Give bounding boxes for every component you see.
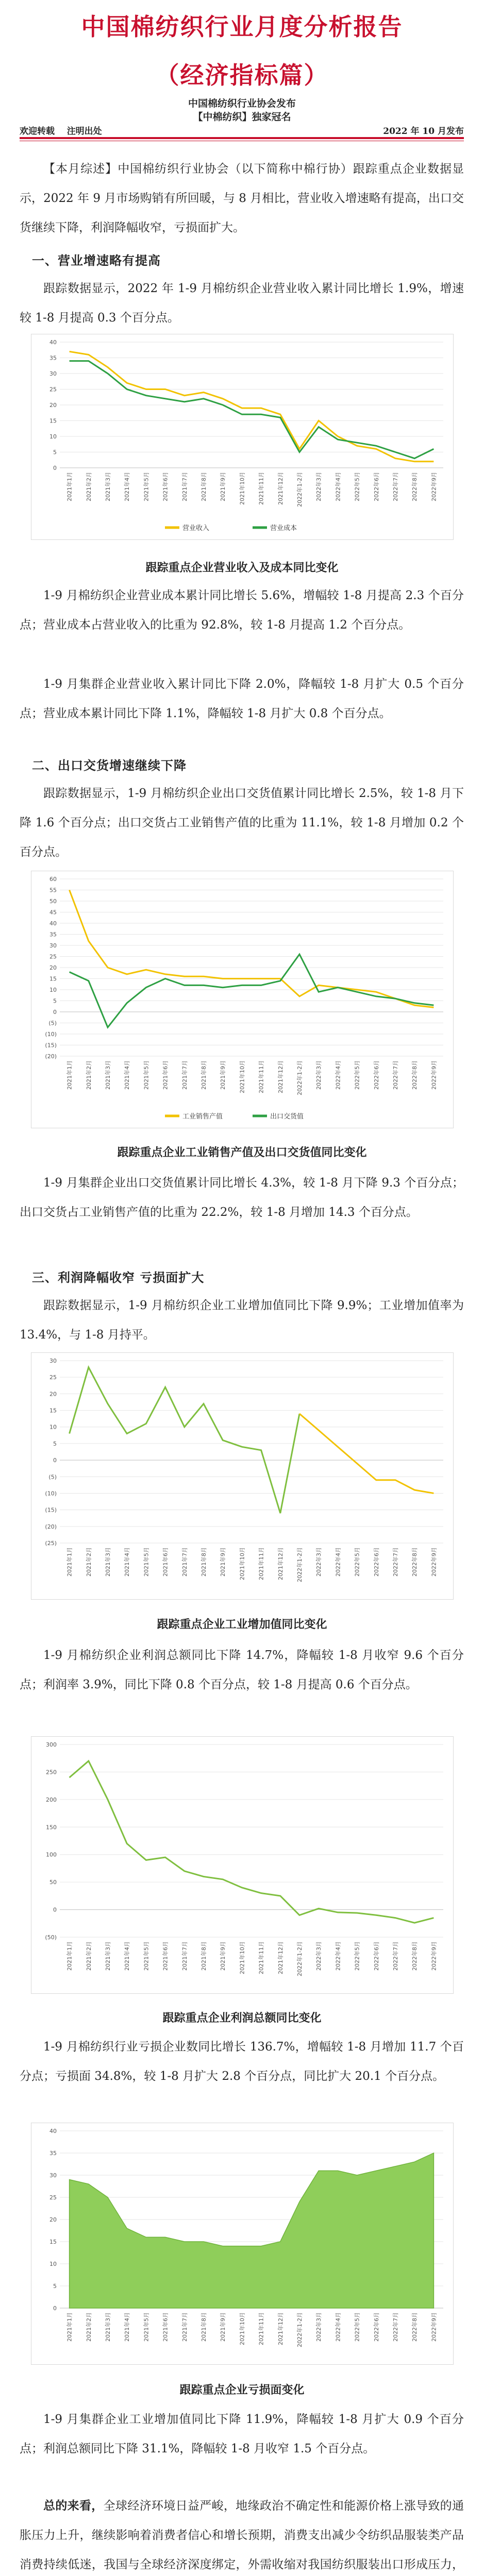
y-tick-label: 35 — [49, 2150, 57, 2157]
x-tick-label: 2021年9月 — [220, 2312, 227, 2342]
loss-ratio-chart-caption: 跟踪重点企业亏损面变化 — [179, 2383, 305, 2397]
x-tick-label: 2021年12月 — [277, 472, 284, 505]
x-tick-label: 2022年1-2月 — [296, 1941, 303, 1976]
y-tick-label: 20 — [49, 1391, 57, 1398]
x-tick-label: 2021年2月 — [85, 472, 92, 501]
section2-paragraph: 跟踪数据显示，1-9 月棉纺织企业出口交货值累计同比增长 2.5%，较 1-8 月下降 1.6 个百分点；出口交货占工业销售产值的比重为 11.1%，较 1-8 月增加 0.2 个百分点。 — [20, 787, 464, 859]
x-tick-label: 2021年6月 — [162, 1060, 169, 1090]
x-tick-label: 2021年5月 — [143, 1941, 150, 1971]
x-tick-label: 2021年12月 — [277, 2312, 284, 2345]
x-tick-label: 2022年3月 — [315, 1060, 323, 1090]
x-tick-label: 2021年8月 — [201, 1547, 207, 1577]
sales-export-chart — [31, 871, 454, 1128]
y-tick-label: 5 — [53, 1440, 57, 1447]
y-tick-label: (10) — [45, 1490, 57, 1497]
x-tick-label: 2021年7月 — [181, 1941, 188, 1971]
x-tick-label: 2022年5月 — [354, 2312, 361, 2342]
x-tick-label: 2021年11月 — [258, 1060, 265, 1093]
x-tick-label: 2021年4月 — [124, 1060, 131, 1090]
x-tick-label: 2021年10月 — [239, 1547, 246, 1580]
x-tick-label: 2022年4月 — [335, 1060, 342, 1090]
x-tick-label: 2022年1-2月 — [296, 1060, 303, 1095]
profit-chart-caption: 跟踪重点企业利润总额同比变化 — [162, 2011, 322, 2025]
y-tick-label: 40 — [49, 920, 57, 927]
revenue-cost-chart — [31, 334, 454, 540]
x-tick-label: 2022年6月 — [373, 2312, 380, 2342]
x-tick-label: 2022年7月 — [392, 2312, 399, 2342]
y-tick-label: 15 — [49, 975, 57, 982]
x-tick-label: 2021年7月 — [181, 1547, 188, 1577]
x-tick-label: 2022年7月 — [392, 1060, 399, 1090]
y-tick-label: 15 — [49, 2239, 57, 2245]
x-tick-label: 2022年5月 — [354, 1547, 361, 1577]
x-tick-label: 2022年7月 — [392, 472, 399, 501]
y-tick-label: 25 — [49, 2194, 57, 2201]
y-tick-label: 250 — [46, 1769, 57, 1776]
x-tick-label: 2021年3月 — [105, 2312, 111, 2342]
y-tick-label: 20 — [49, 2216, 57, 2223]
y-tick-label: 40 — [49, 2128, 57, 2134]
x-tick-label: 2021年1月 — [66, 2312, 73, 2342]
x-tick-label: 2022年1-2月 — [296, 472, 303, 507]
x-tick-label: 2022年8月 — [411, 472, 419, 501]
section1-paragraph: 跟踪数据显示，2022 年 1-9 月棉纺织企业营业收入累计同比增长 1.9%，增速较 1-8 月提高 0.3 个百分点。 — [20, 282, 464, 325]
x-tick-label: 2021年1月 — [66, 1941, 73, 1971]
sales-export-chart-caption: 跟踪重点企业工业销售产值及出口交货值同比变化 — [117, 1146, 367, 1159]
y-tick-label: 0 — [53, 465, 57, 471]
x-tick-label: 2021年11月 — [258, 2312, 265, 2345]
y-tick-label: 0 — [53, 1906, 57, 1913]
y-tick-label: 15 — [49, 417, 57, 425]
y-tick-label: 10 — [49, 987, 57, 993]
summary-paragraph: 总的来看，全球经济环境日益严峻，地缘政治不确定性和能源价格上涨导致的通胀压力上升，继续影响着消费者信心和增长预期，消费支出减少令纺织品服装类产品消费持续低迷，我国与全球经济深度绑定，外需收缩对我国纺织服装出口形成压力， — [20, 2499, 464, 2571]
x-tick-label: 2022年7月 — [392, 1941, 399, 1971]
y-tick-label: 25 — [49, 953, 57, 960]
legend-label: 出口交货值 — [270, 1113, 304, 1121]
x-tick-label: 2021年8月 — [201, 1060, 207, 1090]
x-tick-label: 2021年5月 — [143, 2312, 150, 2342]
x-tick-label: 2022年8月 — [411, 2312, 419, 2342]
x-tick-label: 2021年6月 — [162, 1547, 169, 1577]
y-tick-label: (15) — [45, 1506, 57, 1514]
x-tick-label: 2021年8月 — [201, 2312, 207, 2342]
x-tick-label: 2022年9月 — [430, 1941, 438, 1971]
x-tick-label: 2022年4月 — [335, 1547, 342, 1577]
x-tick-label: 2021年12月 — [277, 1941, 284, 1974]
x-tick-label: 2022年9月 — [430, 1060, 438, 1090]
y-tick-label: 30 — [49, 1358, 57, 1364]
y-tick-label: 30 — [49, 370, 57, 377]
x-tick-label: 2022年8月 — [411, 1547, 419, 1577]
y-tick-label: 15 — [49, 1407, 57, 1414]
y-tick-label: 30 — [49, 942, 57, 949]
y-tick-label: 40 — [49, 339, 57, 346]
x-tick-label: 2021年4月 — [124, 472, 131, 501]
y-tick-label: (20) — [45, 1523, 57, 1530]
y-tick-label: 30 — [49, 2172, 57, 2179]
x-tick-label: 2021年2月 — [85, 1060, 92, 1090]
y-tick-label: (10) — [45, 1031, 57, 1038]
x-tick-label: 2022年8月 — [411, 1060, 419, 1090]
x-tick-label: 2022年3月 — [315, 472, 323, 501]
x-tick-label: 2021年3月 — [105, 472, 111, 501]
x-tick-label: 2022年7月 — [392, 1547, 399, 1577]
legend-label: 营业成本 — [270, 524, 297, 532]
y-tick-label: 35 — [49, 931, 57, 938]
profit-chart-svg — [31, 1736, 454, 1994]
y-tick-label: 150 — [46, 1824, 57, 1831]
y-tick-label: 5 — [53, 997, 57, 1005]
x-tick-label: 2021年1月 — [66, 1547, 73, 1577]
y-tick-label: 100 — [46, 1851, 57, 1858]
x-tick-label: 2021年3月 — [105, 1060, 111, 1090]
y-tick-label: 5 — [53, 2283, 57, 2290]
section-heading-profit: 三、利润降幅收窄 亏损面扩大 — [32, 1270, 205, 1285]
x-tick-label: 2022年3月 — [315, 1547, 323, 1577]
x-tick-label: 2022年4月 — [335, 1941, 342, 1971]
x-tick-label: 2021年9月 — [220, 1547, 227, 1577]
meta-row — [20, 124, 464, 137]
x-tick-label: 2022年5月 — [354, 1941, 361, 1971]
y-tick-label: (50) — [45, 1934, 57, 1941]
x-tick-label: 2022年1-2月 — [296, 2312, 303, 2347]
legend-label: 工业销售产值 — [182, 1113, 223, 1121]
x-tick-label: 2021年10月 — [239, 2312, 246, 2345]
y-tick-label: 45 — [49, 909, 57, 916]
y-tick-label: (15) — [45, 1042, 57, 1049]
y-tick-label: (25) — [45, 1540, 57, 1547]
x-tick-label: 2022年6月 — [373, 1941, 380, 1971]
x-tick-label: 2022年1-2月 — [296, 1547, 303, 1582]
x-tick-label: 2021年9月 — [220, 1060, 227, 1090]
x-tick-label: 2022年5月 — [354, 472, 361, 501]
legend-label: 营业收入 — [182, 524, 210, 532]
header-rule-thick — [20, 137, 464, 139]
report-subtitle: （经济指标篇） — [155, 61, 329, 89]
x-tick-label: 2021年6月 — [162, 472, 169, 501]
x-tick-label: 2022年3月 — [315, 1941, 323, 1971]
y-tick-label: 10 — [49, 1423, 57, 1431]
x-tick-label: 2021年10月 — [239, 1941, 246, 1974]
publisher-line: 中国棉纺织行业协会发布 — [188, 98, 296, 109]
y-tick-label: 25 — [49, 386, 57, 393]
x-tick-label: 2021年11月 — [258, 1941, 265, 1974]
y-tick-label: (20) — [45, 1053, 57, 1060]
value-added-chart-caption: 跟踪重点企业工业增加值同比变化 — [157, 1618, 327, 1631]
sales-export-chart-svg — [31, 871, 454, 1128]
revenue-cost-chart-caption: 跟踪重点企业营业收入及成本同比变化 — [145, 561, 339, 574]
y-tick-label: 20 — [49, 964, 57, 971]
x-tick-label: 2021年5月 — [143, 1547, 150, 1577]
x-tick-label: 2022年6月 — [373, 1547, 380, 1577]
loss-paragraph: 1-9 月棉纺织行业亏损企业数同比增长 136.7%，增幅较 1-8 月增加 11.7 个百分点；亏损面 34.8%，较 1-8 月扩大 2.8 个百分点，同比扩大 20.1 个百分点。 — [20, 2040, 464, 2083]
y-tick-label: (5) — [48, 1473, 57, 1481]
y-tick-label: 35 — [49, 354, 57, 362]
x-tick-label: 2021年4月 — [124, 1547, 131, 1577]
x-tick-label: 2021年12月 — [277, 1547, 284, 1580]
reprint-note: 欢迎转载 注明出处 — [20, 126, 102, 137]
x-tick-label: 2022年5月 — [354, 1060, 361, 1090]
profit-chart — [31, 1736, 454, 1994]
y-tick-label: 5 — [53, 449, 57, 456]
x-tick-label: 2022年9月 — [430, 472, 438, 501]
x-tick-label: 2021年2月 — [85, 1547, 92, 1577]
publish-date: 2022 年 10 月发布 — [383, 126, 464, 137]
x-tick-label: 2021年6月 — [162, 1941, 169, 1971]
value-added-chart-svg — [31, 1352, 454, 1600]
section1-paragraph-2: 1-9 月棉纺织企业营业成本累计同比增长 5.6%，增幅较 1-8 月提高 2.3 个百分点；营业成本占营业收入的比重为 92.8%，较 1-8 月提高 1.2 个百分点。 — [20, 589, 464, 632]
x-tick-label: 2021年6月 — [162, 2312, 169, 2342]
x-tick-label: 2022年4月 — [335, 472, 342, 501]
x-tick-label: 2022年8月 — [411, 1941, 419, 1971]
y-tick-label: (5) — [48, 1020, 57, 1027]
x-tick-label: 2022年9月 — [430, 1547, 438, 1577]
section3-paragraph-2: 1-9 月棉纺织企业利润总额同比下降 14.7%，降幅较 1-8 月收窄 9.6 个百分点；利润率 3.9%，同比下降 0.8 个百分点，较 1-8 月提高 0.6 个百分点。 — [20, 1649, 464, 1691]
x-tick-label: 2021年9月 — [220, 1941, 227, 1971]
x-tick-label: 2021年3月 — [105, 1941, 111, 1971]
x-tick-label: 2021年10月 — [239, 472, 246, 505]
x-tick-label: 2022年6月 — [373, 1060, 380, 1090]
y-tick-label: 50 — [49, 898, 57, 905]
x-tick-label: 2021年3月 — [105, 1547, 111, 1577]
report-title: 中国棉纺织行业月度分析报告 — [81, 13, 403, 41]
x-tick-label: 2021年7月 — [181, 2312, 188, 2342]
x-tick-label: 2021年4月 — [124, 1941, 131, 1971]
x-tick-label: 2021年1月 — [66, 1060, 73, 1090]
x-tick-label: 2021年11月 — [258, 1547, 265, 1580]
x-tick-label: 2021年4月 — [124, 2312, 131, 2342]
x-tick-label: 2021年10月 — [239, 1060, 246, 1093]
sponsor-line: 【中棉纺织】独家冠名 — [193, 111, 291, 123]
y-tick-label: 0 — [53, 2305, 57, 2312]
x-tick-label: 2021年9月 — [220, 472, 227, 501]
revenue-cost-chart-svg — [31, 334, 454, 540]
x-tick-label: 2022年3月 — [315, 2312, 323, 2342]
x-tick-label: 2021年7月 — [181, 472, 188, 501]
x-tick-label: 2022年9月 — [430, 2312, 438, 2342]
x-tick-label: 2022年6月 — [373, 472, 380, 501]
x-tick-label: 2021年2月 — [85, 2312, 92, 2342]
y-tick-label: 25 — [49, 1374, 57, 1381]
section2-paragraph-2: 1-9 月集群企业出口交货值累计同比增长 4.3%，较 1-8 月下降 9.3 个百分点；出口交货占工业销售产值的比重为 22.2%，较 1-8 月增加 14.3 个百分点。 — [20, 1176, 464, 1219]
y-tick-label: 0 — [53, 1009, 57, 1015]
y-tick-label: 50 — [49, 1879, 57, 1886]
y-tick-label: 20 — [49, 402, 57, 409]
x-tick-label: 2021年5月 — [143, 472, 150, 501]
section3-paragraph: 跟踪数据显示，1-9 月棉纺织企业工业增加值同比下降 9.9%；工业增加值率为 13.4%，与 1-8 月持平。 — [20, 1299, 464, 1342]
x-tick-label: 2021年5月 — [143, 1060, 150, 1090]
y-tick-label: 60 — [49, 876, 57, 883]
loss-ratio-chart-svg — [31, 2123, 454, 2365]
x-tick-label: 2021年1月 — [66, 472, 73, 501]
x-tick-label: 2021年8月 — [201, 1941, 207, 1971]
y-tick-label: 200 — [46, 1796, 57, 1803]
y-tick-label: 55 — [49, 887, 57, 894]
section-heading-export: 二、出口交货增速继续下降 — [32, 758, 187, 773]
value-added-chart — [31, 1352, 454, 1600]
x-tick-label: 2022年4月 — [335, 2312, 342, 2342]
y-tick-label: 10 — [49, 2261, 57, 2267]
y-tick-label: 300 — [46, 1741, 57, 1748]
y-tick-label: 0 — [53, 1457, 57, 1464]
intro-paragraph: 【本月综述】中国棉纺织行业协会（以下简称中棉行协）跟踪重点企业数据显示，2022 年 9 月市场购销有所回暖，与 8 月相比，营业收入增速略有提高，出口交货继续下降，利润降幅收窄，亏损面扩大。 — [20, 162, 464, 234]
x-tick-label: 2021年11月 — [258, 472, 265, 505]
y-tick-label: 10 — [49, 433, 57, 440]
x-tick-label: 2021年8月 — [201, 472, 207, 501]
loss-ratio-chart — [31, 2123, 454, 2365]
x-tick-label: 2021年2月 — [85, 1941, 92, 1971]
cluster-paragraph: 1-9 月集群企业工业增加值同比下降 11.9%，降幅较 1-8 月扩大 0.9 个百分点；利润总额同比下降 31.1%，降幅较 1-8 月收窄 1.5 个百分点。 — [20, 2413, 464, 2455]
section1-paragraph-3: 1-9 月集群企业营业收入累计同比下降 2.0%，降幅较 1-8 月扩大 0.5 个百分点；营业成本累计同比下降 1.1%，降幅较 1-8 月扩大 0.8 个百分点。 — [20, 677, 464, 720]
x-tick-label: 2021年12月 — [277, 1060, 284, 1093]
section-heading-revenue: 一、营业增速略有提高 — [32, 253, 161, 268]
x-tick-label: 2021年7月 — [181, 1060, 188, 1090]
